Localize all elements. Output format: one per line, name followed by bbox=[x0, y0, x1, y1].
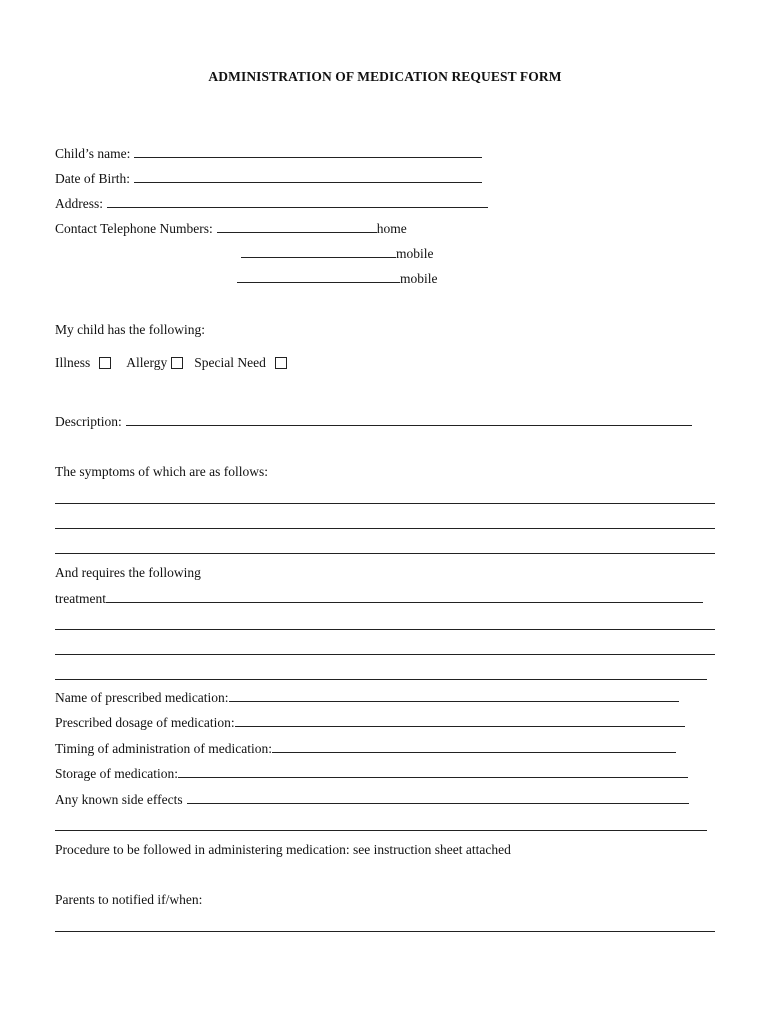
dob-label: Date of Birth: bbox=[55, 171, 130, 186]
medication-storage-row bbox=[55, 765, 688, 783]
contact-telephone-label: Contact Telephone Numbers: bbox=[55, 221, 213, 236]
medication-name-label: Name of prescribed medication: bbox=[55, 690, 229, 705]
description-label: Description: bbox=[55, 414, 122, 429]
phone-mobile2-suffix: mobile bbox=[400, 271, 438, 286]
phone-home-row bbox=[55, 220, 407, 238]
procedure-text: Procedure to be followed in administering medication: see instruction sheet attached bbox=[55, 842, 511, 857]
medication-name-row bbox=[55, 689, 679, 707]
phone-home-field[interactable] bbox=[217, 220, 377, 233]
treatment-line-2[interactable] bbox=[55, 629, 715, 630]
allergy-checkbox[interactable] bbox=[171, 357, 183, 369]
symptoms-line-2[interactable] bbox=[55, 528, 715, 529]
treatment-label-line2: treatment bbox=[55, 591, 106, 606]
side-effects-line-2[interactable] bbox=[55, 830, 707, 831]
side-effects-row bbox=[55, 791, 689, 809]
phone-mobile1-suffix: mobile bbox=[396, 246, 434, 261]
child-name-row bbox=[55, 145, 482, 163]
medication-storage-field[interactable] bbox=[178, 765, 688, 778]
medication-timing-field[interactable] bbox=[272, 740, 676, 753]
treatment-line-3[interactable] bbox=[55, 654, 715, 655]
phone-mobile1-field[interactable] bbox=[241, 245, 396, 258]
child-name-label: Child’s name: bbox=[55, 146, 131, 161]
side-effects-field[interactable] bbox=[187, 791, 689, 804]
option-illness-label: Illness bbox=[55, 355, 91, 370]
special-need-checkbox[interactable] bbox=[275, 357, 287, 369]
medication-name-field[interactable] bbox=[229, 689, 679, 702]
option-special-need-label: Special Need bbox=[194, 355, 266, 370]
parents-line[interactable] bbox=[55, 931, 715, 932]
child-name-field[interactable] bbox=[134, 145, 482, 158]
phone-mobile2-field[interactable] bbox=[237, 270, 400, 283]
medication-timing-row bbox=[55, 740, 676, 758]
dob-field[interactable] bbox=[134, 170, 482, 183]
phone-home-suffix: home bbox=[376, 221, 407, 236]
treatment-label-line1: And requires the following bbox=[55, 565, 201, 580]
medication-timing-label: Timing of administration of medication: bbox=[55, 741, 272, 756]
symptoms-label: The symptoms of which are as follows: bbox=[55, 464, 268, 479]
symptoms-line-1[interactable] bbox=[55, 503, 715, 504]
address-field[interactable] bbox=[107, 195, 488, 208]
option-illness bbox=[55, 355, 111, 371]
phone-mobile2-row bbox=[237, 270, 438, 288]
parents-label: Parents to notified if/when: bbox=[55, 892, 203, 907]
treatment-field[interactable] bbox=[106, 590, 703, 603]
address-label: Address: bbox=[55, 196, 103, 211]
side-effects-label: Any known side effects bbox=[55, 792, 183, 807]
condition-prompt: My child has the following: bbox=[55, 322, 205, 337]
dob-row bbox=[55, 170, 482, 188]
medication-dosage-label: Prescribed dosage of medication: bbox=[55, 715, 235, 730]
address-row bbox=[55, 195, 488, 213]
option-allergy-label: Allergy bbox=[126, 355, 168, 370]
treatment-row bbox=[55, 590, 703, 608]
description-field[interactable] bbox=[126, 413, 692, 426]
illness-checkbox[interactable] bbox=[99, 357, 111, 369]
description-row bbox=[55, 413, 692, 431]
phone-mobile1-row bbox=[241, 245, 434, 263]
medication-storage-label: Storage of medication: bbox=[55, 766, 178, 781]
option-special-need bbox=[194, 355, 287, 371]
medication-dosage-field[interactable] bbox=[235, 714, 685, 727]
medication-dosage-row bbox=[55, 714, 685, 732]
form-title: ADMINISTRATION OF MEDICATION REQUEST FORM bbox=[208, 69, 562, 84]
treatment-line-4[interactable] bbox=[55, 679, 707, 680]
condition-options bbox=[55, 355, 287, 373]
symptoms-line-3[interactable] bbox=[55, 553, 715, 554]
option-allergy bbox=[126, 355, 183, 371]
